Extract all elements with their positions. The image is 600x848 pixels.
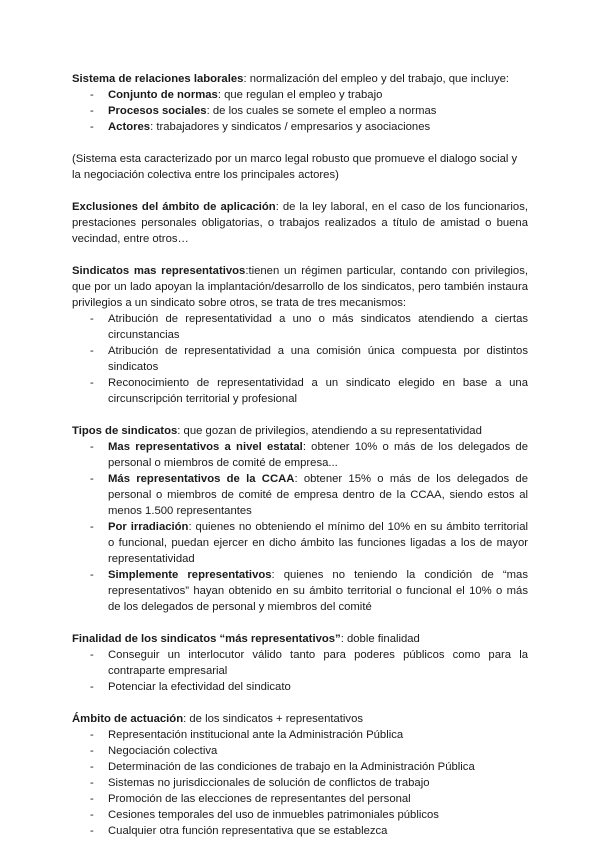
section-intro: : que gozan de privilegios, atendiendo a su representatividad	[177, 425, 482, 437]
item-text: : trabajadores y sindicatos / empresarios y asociaciones	[150, 121, 431, 133]
section-intro: :tienen un régimen particular, contando con privilegios, que por un lado apoyan la implantación/desarrollo de los sindicatos, pero también instaura privilegios a un sindicato sobre otros, se trata de tres mecanismos:	[72, 265, 529, 309]
item-text: Atribución de representatividad a una comisión única compuesta por distintos sindicatos	[108, 345, 528, 373]
item-term: Actores	[108, 121, 151, 133]
section-intro: : normalización del empleo y del trabajo, que incluye:	[243, 73, 510, 85]
item-text: : que regulan el empleo y trabajo	[217, 89, 383, 101]
dash-bullet-icon: -	[90, 121, 94, 133]
list-item	[72, 727, 528, 743]
item-text: Sistemas no jurisdiccionales de solución de conflictos de trabajo	[108, 777, 430, 789]
dash-bullet-icon: -	[90, 649, 94, 661]
item-text: : obtener 15% o más de los delegados de personal o miembros de comité de empresa dentro de la CCAA, siendo estos al menos 1.500 representantes	[108, 473, 528, 517]
dash-bullet-icon: -	[90, 89, 94, 101]
item-term: Por irradiación	[108, 521, 189, 533]
item-text: Reconocimiento de representatividad a un sindicato elegido en base a una circunscripción territorial y profesional	[108, 377, 528, 405]
list-item	[72, 375, 528, 407]
dash-bullet-icon: -	[90, 825, 94, 837]
item-text: : de los cuales se somete el empleo a normas	[206, 105, 437, 117]
dash-bullet-icon: -	[90, 777, 94, 789]
list-item	[72, 679, 528, 695]
dash-bullet-icon: -	[90, 473, 94, 485]
section-finalidad	[72, 631, 528, 647]
dash-bullet-icon: -	[90, 345, 94, 357]
item-text: Promoción de las elecciones de representantes del personal	[108, 793, 411, 805]
dash-bullet-icon: -	[90, 313, 94, 325]
section-sindicatos-mas-representativos	[72, 263, 528, 311]
dash-bullet-icon: -	[90, 793, 94, 805]
section-ambito-actuacion	[72, 711, 528, 727]
item-term: Más representativos de la CCAA	[108, 473, 295, 485]
item-text: Cesiones temporales del uso de inmuebles patrimoniales públicos	[108, 809, 439, 821]
dash-bullet-icon: -	[90, 809, 94, 821]
list-item	[72, 567, 528, 615]
list-item	[72, 87, 528, 103]
dash-bullet-icon: -	[90, 569, 94, 581]
section-heading: Exclusiones del ámbito de aplicación	[72, 201, 276, 213]
section-intro: : de la ley laboral, en el caso de los funcionarios, prestaciones personales obligatorias, o trabajos realizados a título de amistad o buena vecindad, entre otros…	[72, 201, 528, 245]
section-heading: Tipos de sindicatos	[72, 425, 178, 437]
bullet-list	[72, 311, 528, 407]
list-item	[72, 519, 528, 567]
section-heading: Ámbito de actuación	[72, 713, 184, 725]
list-item	[72, 439, 528, 471]
section-intro: : de los sindicatos + representativos	[183, 713, 364, 725]
dash-bullet-icon: -	[90, 377, 94, 389]
list-item	[72, 471, 528, 519]
item-text: Representación institucional ante la Administración Pública	[108, 729, 404, 741]
dash-bullet-icon: -	[90, 105, 94, 117]
section-relaciones-laborales	[72, 71, 528, 87]
dash-bullet-icon: -	[90, 681, 94, 693]
item-term: Mas representativos a nivel estatal	[108, 441, 303, 453]
section-note: (Sistema esta caracterizado por un marco legal robusto que promueve el dialogo social y la negociación colectiva entre los principales actores)	[72, 153, 518, 181]
dash-bullet-icon: -	[90, 521, 94, 533]
dash-bullet-icon: -	[90, 729, 94, 741]
list-item	[72, 759, 528, 775]
section-intro: : doble finalidad	[340, 633, 420, 645]
list-item	[72, 119, 528, 135]
dash-bullet-icon: -	[90, 441, 94, 453]
item-text: : quienes no teniendo la condición de “mas representativos” hayan obtenido en su ámbito territorial o funcional el 10% o más de los delegados de personal y miembros del comité	[108, 569, 528, 613]
item-term: Conjunto de normas	[108, 89, 218, 101]
item-text: Conseguir un interlocutor válido tanto para poderes públicos como para la contraparte empresarial	[108, 649, 528, 677]
item-text: Cualquier otra función representativa que se establezca	[108, 825, 388, 837]
item-text: Negociación colectiva	[108, 745, 218, 757]
list-item	[72, 311, 528, 343]
dash-bullet-icon: -	[90, 761, 94, 773]
list-item	[72, 103, 528, 119]
item-text: Determinación de las condiciones de trabajo en la Administración Pública	[108, 761, 475, 773]
list-item	[72, 343, 528, 375]
item-text: : quienes no obteniendo el mínimo del 10% en su ámbito territorial o funcional, puedan ejercer en dicho ámbito las funciones ligadas a los de mayor representatividad	[108, 521, 528, 565]
item-text: Atribución de representatividad a uno o más sindicatos atendiendo a ciertas circunstancias	[108, 313, 528, 341]
list-item	[72, 823, 528, 839]
section-heading: Finalidad de los sindicatos “más representativos”	[72, 633, 341, 645]
section-heading: Sistema de relaciones laborales	[72, 73, 244, 85]
dash-bullet-icon: -	[90, 745, 94, 757]
item-text: Potenciar la efectividad del sindicato	[108, 681, 291, 693]
list-item	[72, 791, 528, 807]
bullet-list	[72, 647, 528, 695]
item-text: : obtener 10% o más de los delegados de personal o miembros de comité de empresa...	[108, 441, 528, 469]
item-term: Simplemente representativos	[108, 569, 272, 581]
bullet-list	[72, 87, 528, 135]
section-exclusiones	[72, 199, 528, 247]
item-term: Procesos sociales	[108, 105, 207, 117]
section-tipos-sindicatos	[72, 423, 528, 439]
document-body	[72, 71, 528, 839]
list-item	[72, 775, 528, 791]
list-item	[72, 743, 528, 759]
list-item	[72, 807, 528, 823]
list-item	[72, 647, 528, 679]
bullet-list	[72, 439, 528, 615]
section-heading: Sindicatos mas representativos	[72, 265, 246, 277]
bullet-list	[72, 727, 528, 839]
